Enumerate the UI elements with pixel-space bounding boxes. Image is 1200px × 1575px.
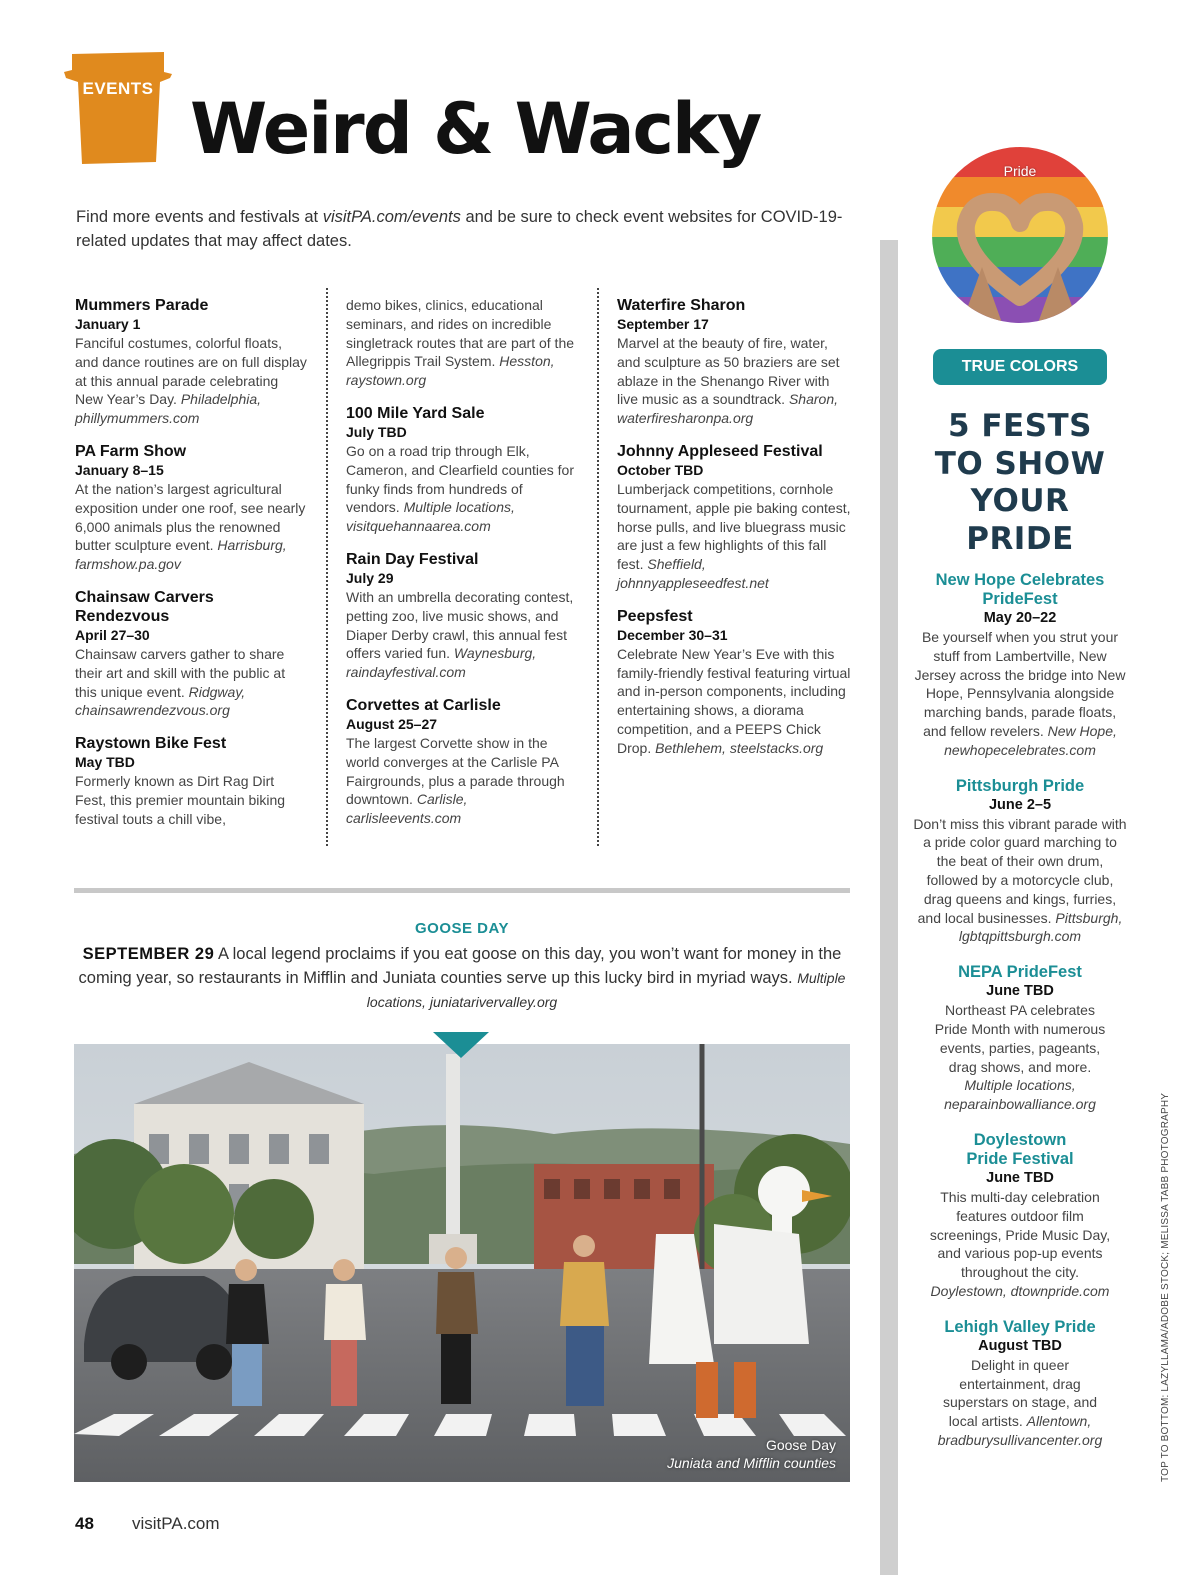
fest-description: Be yourself when you strut your stuff from Lambertville, New Jersey across the bridge into New Hope, Pennsylvania alongside marching bands, parade floats, and fellow revelers. New Hope, newhopecelebrates.com — [914, 629, 1126, 758]
event-date: January 1 — [75, 316, 141, 332]
intro-before: Find more events and festivals at — [76, 208, 323, 226]
event-name: Rain Day Festival — [346, 550, 479, 568]
event-location: Bethlehem, steelstacks.org — [655, 739, 824, 756]
sidebar-title-line: YOUR — [970, 483, 1070, 519]
keystone-shape — [64, 48, 172, 164]
event-date: October TBD — [617, 461, 704, 478]
fest-item — [905, 571, 1135, 760]
event-item — [75, 734, 307, 828]
fest-description: This multi-day celebration features outdoor film screenings, Pride Music Day, and various pop-up events throughout the city. Doylestown, dtownpride.com — [929, 1188, 1111, 1299]
event-name: Johnny Appleseed Festival — [617, 442, 823, 460]
fest-name: NEPA PrideFest — [958, 963, 1082, 982]
fest-item — [905, 1131, 1135, 1301]
column-divider — [597, 288, 599, 846]
goose-day-location: Multiple locations, juniatarivervalley.org — [366, 970, 846, 1010]
event-description: The largest Corvette show in the world converges at the Carlisle PA Fairgrounds, plus a parade through downtown. Carlisle, carlisleevents.com — [346, 734, 565, 827]
event-description: Fanciful costumes, colorful floats, and dance routines are on full display at this annual parade celebrating New Year’s Day. Philadelphia, phillymummers.com — [75, 335, 307, 427]
event-description: Formerly known as Dirt Rag Dirt Fest, this premier mountain biking festival touts a chill vibe, — [75, 773, 286, 827]
events-column-2 — [346, 296, 578, 842]
goose-day-photo — [74, 1044, 850, 1482]
column-divider — [326, 288, 328, 846]
pride-fest-list — [905, 571, 1135, 1467]
fest-location: Allentown, bradburysullivancenter.org — [937, 1413, 1103, 1448]
event-location: Hesston, raystown.org — [346, 353, 555, 389]
fest-date: August TBD — [978, 1337, 1062, 1354]
event-description: With an umbrella decorating contest, petting zoo, live music shows, and Diaper Derby crawl, this annual fest offers varied fun. Waynesburg, raindayfestival.com — [346, 588, 574, 681]
event-name: Mummers Parade — [75, 297, 209, 314]
true-colors-badge: TRUE COLORS — [933, 349, 1107, 385]
event-date: September 17 — [617, 316, 709, 332]
events-link[interactable]: visitPA.com/events — [322, 208, 461, 226]
fest-item — [905, 1318, 1135, 1450]
event-location: Carlisle, carlisleevents.com — [346, 791, 468, 827]
fest-date: June TBD — [986, 983, 1054, 1000]
event-date: December 30–31 — [617, 626, 728, 643]
fest-date: May 20–22 — [983, 610, 1057, 626]
event-location: Ridgway, chainsawrendezvous.org — [75, 683, 246, 719]
events-column-3 — [617, 296, 853, 772]
goose-day-text — [78, 942, 846, 1014]
sidebar-title-line: PRIDE — [966, 520, 1074, 557]
event-description: Lumberjack competitions, cornhole tournament, apple pie baking contest, horse pulls, and live bluegrass music are just a few highlights of this fall fest. Sheffield, johnnyappleseedfest.net — [617, 480, 851, 591]
goose-day-date: SEPTEMBER 29 — [82, 945, 215, 963]
fest-location: New Hope, newhopecelebrates.com — [944, 722, 1117, 758]
photo-label: Pride — [1003, 163, 1037, 179]
event-location: Philadelphia, phillymummers.com — [75, 391, 262, 427]
event-item — [75, 588, 307, 720]
event-location: Harrisburg, farmshow.pa.gov — [75, 537, 287, 573]
events-column-1 — [75, 296, 307, 843]
event-name: Corvettes at Carlisle — [346, 696, 501, 714]
intro-text — [76, 205, 856, 253]
event-name: Waterfire Sharon — [617, 297, 746, 314]
events-keystone-badge — [64, 48, 172, 164]
event-name: 100 Mile Yard Sale — [346, 404, 485, 422]
fest-name: Lehigh Valley Pride — [944, 1317, 1096, 1336]
page-title: Weird & Wacky — [190, 88, 761, 170]
event-description: demo bikes, clinics, educational seminars, and rides on incredible singletrack routes that are part of the Allegrippis Trail System. Hesston, raystown.org — [346, 297, 575, 389]
pride-hands-photo — [932, 147, 1108, 323]
event-item — [617, 607, 853, 758]
event-date: April 27–30 — [75, 626, 150, 643]
event-date: May TBD — [75, 754, 135, 771]
event-location: Waynesburg, raindayfestival.com — [346, 645, 537, 681]
event-location: Sharon, waterfiresharonpa.org — [617, 391, 839, 427]
event-name: Raystown Bike Fest — [75, 735, 227, 753]
fest-location: Doylestown, dtownpride.com — [930, 1282, 1110, 1299]
event-item — [346, 404, 578, 536]
site-url: visitPA.com — [132, 1514, 220, 1533]
event-name: Peepsfest — [617, 607, 693, 625]
sidebar-title — [905, 408, 1135, 558]
event-description: Marvel at the beauty of fire, water, and sculpture as 50 braziers are set ablaze in the Shenango River with live music as a soundtrack. Sharon, waterfiresharonpa.org — [617, 335, 840, 427]
event-name: PA Farm Show — [75, 442, 187, 460]
intro-after: and be sure to check event websites for COVID-19-related updates that may affect dates. — [76, 208, 843, 250]
photo-caption — [667, 1436, 836, 1472]
event-date: July TBD — [346, 423, 407, 440]
event-item — [75, 296, 307, 428]
event-continuation — [346, 296, 578, 390]
event-name: Chainsaw Carvers Rendezvous — [75, 588, 214, 625]
fest-description: Don’t miss this vibrant parade with a pride color guard marching to the beat of their own drum, followed by a motorcycle club, drag queens and kings, furries, and local businesses. Pittsburgh, lgbtqpittsburgh.com — [913, 815, 1127, 945]
fest-name: New Hope Celebrates PrideFest — [935, 571, 1105, 608]
fest-item — [905, 963, 1135, 1114]
event-date: January 8–15 — [75, 461, 164, 478]
event-description: At the nation’s largest agricultural exposition under one roof, see nearly 6,000 animals plus the renowned butter sculpture event. Harrisburg, farmshow.pa.gov — [75, 480, 306, 573]
fest-name: Doylestown Pride Festival — [966, 1130, 1074, 1168]
fest-description: Delight in queer entertainment, drag superstars on stage, and local artists. Allentown, bradburysullivancenter.org — [937, 1356, 1103, 1448]
event-description: Chainsaw carvers gather to share their art and skill with the public at this unique event. Ridgway, chainsawrendezvous.org — [75, 645, 286, 719]
event-location: Sheffield, johnnyappleseedfest.net — [617, 556, 769, 591]
page-number: 48 — [75, 1514, 94, 1533]
fest-description: Northeast PA celebrates Pride Month with numerous events, parties, pageants, drag shows, and more. Multiple locations, neparainbowalliance.org — [934, 1002, 1106, 1113]
photo-pointer — [433, 1032, 489, 1058]
photo-credit: TOP TO BOTTOM: LAZYLLAMA/ADOBE STOCK; MELISSA TABB PHOTOGRAPHY — [1160, 1092, 1171, 1482]
event-location: Multiple locations, visitquehannaarea.com — [346, 499, 515, 535]
fest-item — [905, 777, 1135, 947]
sidebar-title-line: TO SHOW — [934, 445, 1106, 482]
event-description: Celebrate New Year’s Eve with this family-friendly festival featuring virtual and in-person components, including entertaining shows, a diorama competition, and a PEEPS Chick Drop. Bethlehem, steelstacks.org — [617, 645, 851, 756]
goose-day-description: A local legend proclaims if you eat goose on this day, you won’t want for money in the coming year, so restaurants in Mifflin and Juniata counties serve up this lucky bird in myriad ways. — [78, 945, 842, 987]
event-description: Go on a road trip through Elk, Cameron, and Clearfield counties for funky finds from hundreds of vendors. Multiple locations, visitquehannaarea.com — [346, 442, 575, 535]
event-item — [617, 296, 853, 428]
sidebar-title-line: 5 FESTS — [947, 408, 1092, 444]
event-item — [346, 696, 578, 828]
event-item — [75, 442, 307, 574]
fest-date: June 2–5 — [988, 796, 1052, 813]
fest-name: Pittsburgh Pride — [955, 776, 1085, 795]
goose-day-heading: GOOSE DAY — [415, 920, 509, 937]
sidebar-gray-rule — [880, 240, 898, 1575]
section-divider — [74, 888, 850, 893]
events-columns — [75, 296, 855, 848]
fest-location: Pittsburgh, lgbtqpittsburgh.com — [958, 909, 1123, 945]
event-item — [346, 550, 578, 682]
event-item — [617, 442, 853, 593]
fest-date: June TBD — [986, 1169, 1054, 1186]
caption-title: Goose Day — [765, 1437, 836, 1453]
caption-location: Juniata and Mifflin counties — [667, 1455, 836, 1471]
event-date: August 25–27 — [346, 715, 438, 732]
section-label: EVENTS — [82, 79, 154, 98]
event-date: July 29 — [346, 569, 394, 586]
fest-location: Multiple locations, neparainbowalliance.org — [944, 1077, 1096, 1113]
